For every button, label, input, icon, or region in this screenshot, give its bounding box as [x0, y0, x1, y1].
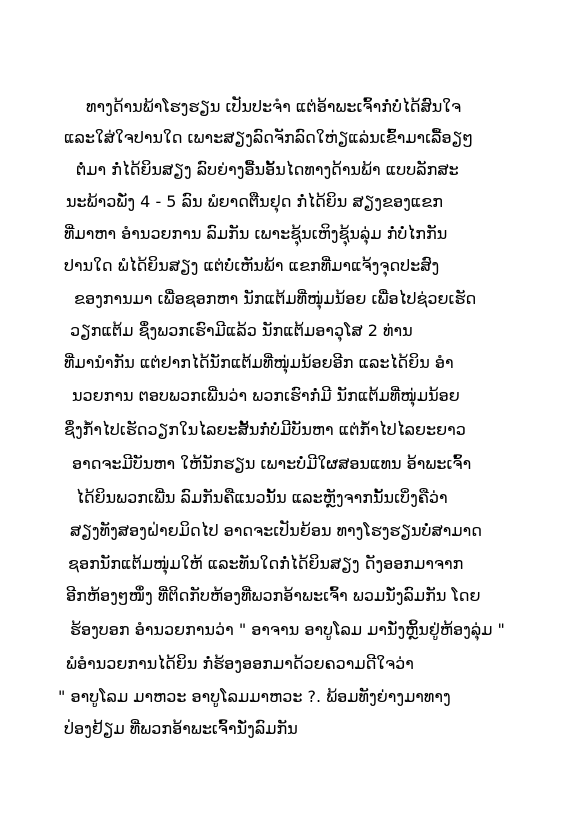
text-line-7: ຂອງການມາ ເພື່ອຊອກຫາ ນັກແຕ້ມທີ່ໜຸ່ມນ້ອຍ ເພື່ອໄປຊ່ວຍເຮັດ — [74, 289, 477, 308]
text-line-1: ທາງດ້ານພ້າໂຮງຮຽນ ເປັນປະຈຳ ແຕ່ອ້າພະເຈົ້າກໍ່ບໍ່ໄດ້ສົນໃຈ — [86, 97, 462, 116]
text-line-6: ປານໃດ ພໍໄດ້ຍິນສຽງ ແຕ່ບໍ່ເຫັນພ້າ ແຂກທີ່ມາແຈ້ງຈຸດປະສົງ — [64, 256, 440, 275]
text-line-14: ສຽງທັງສອງຝ່າຍມິດໄປ ອາດຈະເປັນຍ້ອນ ທາງໂຮງຮຽນບໍ່ສາມາດ — [70, 521, 482, 540]
text-line-2: ແລະໃສ່ໃຈປານໃດ ເພາະສຽງລົດຈັກລົດໃຫ່ຽແລ່ນເຂົ້າມາເລື້ອຽໆ — [64, 128, 474, 147]
text-line-18: ພໍອຳນວຍການໄດ້ຍິນ ກໍ່ຮ້ອງອອກມາດ້ວຍຄວາມດີໃຈວ່າ — [66, 654, 414, 673]
text-line-11: ຊຶ່ງກໍ້າໄປເຮັດວຽກໃນໄລຍະສັ້ນກໍ່ບໍ່ມີບັນຫາ ແຕ່ກໍ້າໄປໄລຍະຍາວ — [64, 420, 466, 439]
text-line-17: ຮ້ອງບອກ ອຳນວຍການວ່າ " ອາຈານ ອາບູໂລມ ມານັ່ງຫຼິ້ນຢູ່ຫ້ອງລຸ່ມ " — [70, 620, 505, 639]
text-line-13: ໄດ້ຍິນພວກເພີ່ນ ລົມກັນຄືແນວນັ້ນ ແລະຫຼັງຈາກນັ້ນເບິ່ງຄືວ່າ — [76, 488, 448, 507]
text-line-15: ຊອກນັກແຕ້ມໜຸ່ມໃຫ້ ແລະທັນໃດກໍ່ໄດ້ຍິນສຽງ ດັງອອກມາຈາກ — [68, 554, 464, 573]
text-line-16: ອີກຫ້ອງໆໜຶ່ງ ທີ່ຕິດກັບຫ້ອງທີ່ພວກອ້າພະເຈົ້າ ພວມນັ່ງລົມກັນ ໂດຍ — [66, 586, 481, 605]
text-line-3: ຕໍ່ມາ ກໍ່ໄດ້ຍິນສຽງ ລົບຍ່າງອື້ນອັ້ນໄດທາງດ້ານພ້າ ແບບລັກສະ — [76, 160, 459, 179]
text-line-8: ວຽກແຕ້ມ ຊຶ່ງພວກເຮົາມີແລ້ວ ນັກແຕ້ມອາວຸໂສ 2 ທ່ານ — [70, 321, 413, 340]
text-line-12: ອາດຈະມີບັນຫາ ໃຫ້ນັກຮຽນ ເພາະບໍ່ມີໃຜສອນແທນ ອ້າພະເຈົ້າ — [72, 454, 472, 473]
text-line-20: ປ່ອງຢ້ຽມ ທີ່ພວກອ້າພະເຈົ້ານັ່ງລົມກັນ — [64, 719, 298, 738]
text-line-19: " ອາບູໂລມ ມາຫວະ ອາບູໂລມມາຫວະ ?. ພ້ອມທັງຍ່າງມາທາງ — [58, 687, 451, 706]
text-line-4: ນະພ້າວພັ່ງ 4 - 5 ລົນ ພໍຍາດຕືນຢຸດ ກໍ່ໄດ້ຍິນ ສຽງຂອງແຂກ — [66, 192, 443, 211]
text-line-9: ທີ່ມານຳກັນ ແຕ່ຢາກໄດ້ນັກແຕ້ມທີ່ໜຸ່ມນ້ອຍອີກ ແລະໄດ້ຍິນ ອຳ — [64, 353, 454, 372]
text-line-5: ທີ່ມາຫາ ອຳນວຍການ ລົມກັນ ເພາະຊຸ້ນເຫິງຊຸ້ນລຸ່ມ ກໍ່ບໍ່ໄກກັນ — [64, 224, 448, 243]
text-line-10: ນວຍການ ຕອບພວກເພີ່ນວ່າ ພວກເຮົາກໍ່ມີ ນັກແຕ້ມທີ່ໜຸ່ມນ້ອຍ — [72, 386, 460, 405]
